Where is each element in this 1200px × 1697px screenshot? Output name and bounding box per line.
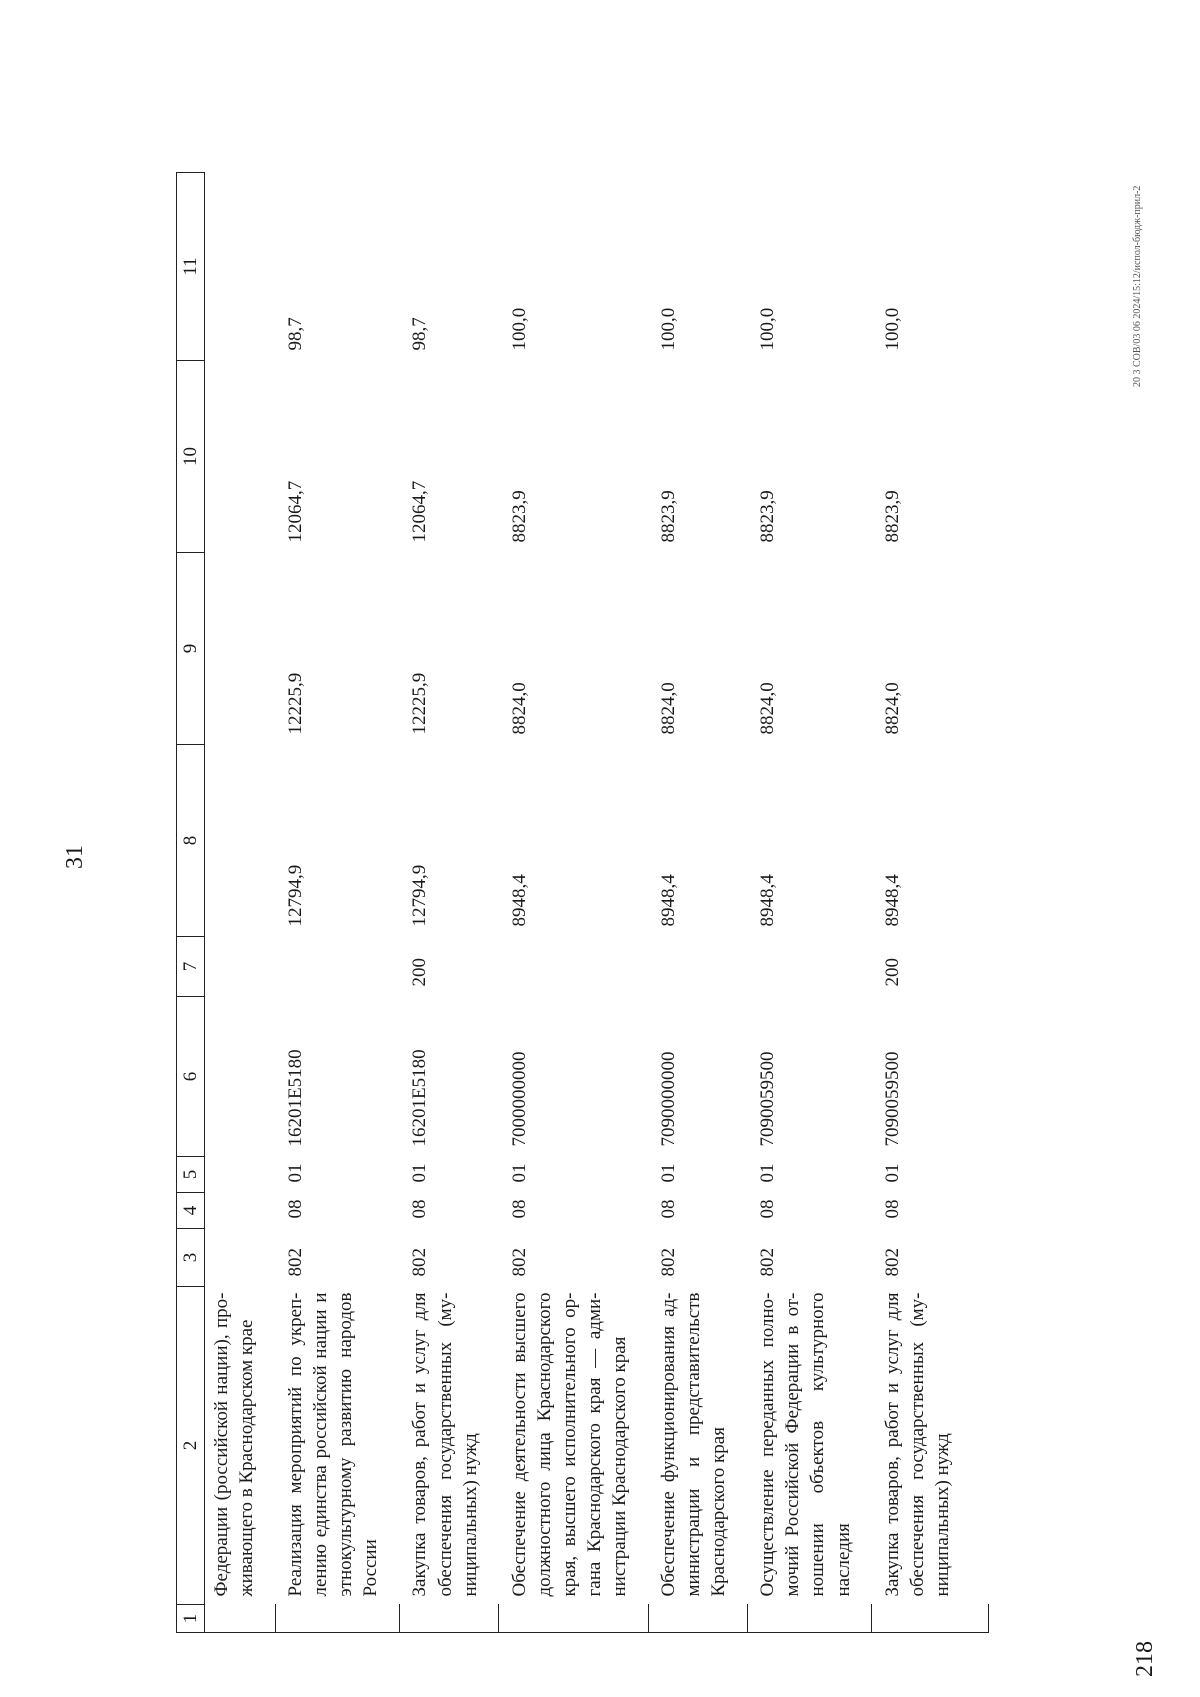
cell-col8: 8948,4 [757,874,779,927]
cell-col4: 08 [881,1199,903,1219]
cell-col9: 8824,0 [757,682,779,735]
col-header-7: 7 [177,937,205,997]
table-row [205,173,276,1633]
col-header-1: 1 [177,1605,205,1633]
cell-col9: 8824,0 [881,682,903,735]
cell-col10: 8823,9 [881,490,903,543]
cell-col6: 7090059500 [881,1051,903,1147]
row-description: Закупка товаров, работ и услуг для обеспечения государственных (му-ниципальных) нужд [409,1292,481,1597]
header-row [177,173,205,1633]
cell-col3 [205,1229,276,1287]
row-number-cell [399,1605,498,1633]
cell-col11: 98,7 [285,317,307,351]
cell-col6: 16201E5180 [285,1049,307,1147]
cell-col9: 8824,0 [658,682,680,735]
cell-col8: 8948,4 [881,874,903,927]
table-row [747,173,871,1633]
cell-col10: 12064,7 [409,480,431,543]
col-header-8: 8 [177,745,205,937]
sheet-number: 218 [1132,1641,1158,1677]
cell-col6: 7090000000 [658,1051,680,1147]
col-header-5: 5 [177,1157,205,1193]
table-row [872,173,989,1633]
cell-col7: 200 [409,958,431,987]
cell-col5: 01 [658,1163,680,1183]
cell-col9: 12225,9 [409,672,431,735]
row-number-cell [747,1605,871,1633]
cell-col11 [205,173,276,361]
cell-col5 [205,1157,276,1193]
row-description: Осуществление переданных полно-мочий Российской Федерации в от-ношении объектов культурного наследия [757,1292,854,1597]
cell-col10: 8823,9 [658,490,680,543]
cell-col10: 8823,9 [757,490,779,543]
cell-col6: 16201E5180 [409,1049,431,1147]
cell-col7 [499,937,648,997]
col-header-4: 4 [177,1193,205,1229]
row-description: Обеспечение деятельности высшего должностного лица Краснодарского края, высшего исполнительного ор-гана Краснодарского края — адми-нистрации Краснодарского края [508,1292,631,1597]
cell-col6: 7000000000 [508,1051,530,1147]
row-description: Обеспечение функционирования ад-министрации и представительств Краснодарского края [658,1292,730,1597]
cell-col3: 802 [757,1248,779,1277]
row-description: Закупка товаров, работ и услуг для обеспечения государственных (му-ниципальных) нужд [881,1292,953,1597]
col-header-3: 3 [177,1229,205,1287]
col-header-2: 2 [177,1287,205,1605]
cell-col7 [275,937,399,997]
page-number: 31 [62,845,88,869]
cell-col7 [205,937,276,997]
col-header-6: 6 [177,997,205,1157]
cell-col10: 12064,7 [285,480,307,543]
cell-col4: 08 [757,1199,779,1219]
cell-col8 [205,745,276,937]
cell-col7 [747,937,871,997]
cell-col8: 12794,9 [285,864,307,927]
table-row [499,173,648,1633]
row-number-cell [648,1605,747,1633]
table-row [275,173,399,1633]
cell-col7: 200 [881,958,903,987]
cell-col5: 01 [285,1163,307,1183]
cell-col9: 12225,9 [285,672,307,735]
col-header-11: 11 [177,173,205,361]
cell-col4 [205,1193,276,1229]
cell-col6 [205,997,276,1157]
cell-col3: 802 [508,1248,530,1277]
cell-col11: 100,0 [757,307,779,351]
cell-col11: 100,0 [881,307,903,351]
cell-col3: 802 [409,1248,431,1277]
row-number-cell [275,1605,399,1633]
table-row [399,173,498,1633]
col-header-10: 10 [177,361,205,553]
cell-col6: 7090059500 [757,1051,779,1147]
cell-col5: 01 [757,1163,779,1183]
cell-col9 [205,553,276,745]
cell-col11: 98,7 [409,317,431,351]
cell-col3: 802 [285,1248,307,1277]
cell-col4: 08 [508,1199,530,1219]
cell-col8: 8948,4 [658,874,680,927]
cell-col10: 8823,9 [508,490,530,543]
cell-col5: 01 [881,1163,903,1183]
row-description: Реализация мероприятий по укреп-лению единства российской нации и этнокультурному развитию народов России [285,1292,382,1597]
cell-col10 [205,361,276,553]
cell-col11: 100,0 [658,307,680,351]
cell-col11: 100,0 [508,307,530,351]
cell-col8: 12794,9 [409,864,431,927]
cell-col8: 8948,4 [508,874,530,927]
col-header-9: 9 [177,553,205,745]
cell-col3: 802 [658,1248,680,1277]
cell-col9: 8824,0 [508,682,530,735]
cell-col5: 01 [508,1163,530,1183]
table-row [648,173,747,1633]
budget-table [176,172,989,1633]
cell-col5: 01 [409,1163,431,1183]
cell-col4: 08 [409,1199,431,1219]
row-description: Федерации (российской нации), про-живающего в Краснодарском крае [211,1292,258,1597]
cell-col4: 08 [285,1199,307,1219]
cell-col7 [648,937,747,997]
cell-col3: 802 [881,1248,903,1277]
footer-document-code: 20 3 СОВ/03 06 2024/15:12/испол-бюдж-прил-2 [1132,185,1143,387]
row-number-cell [205,1605,276,1633]
cell-col4: 08 [658,1199,680,1219]
row-number-cell [872,1605,989,1633]
row-number-cell [499,1605,648,1633]
